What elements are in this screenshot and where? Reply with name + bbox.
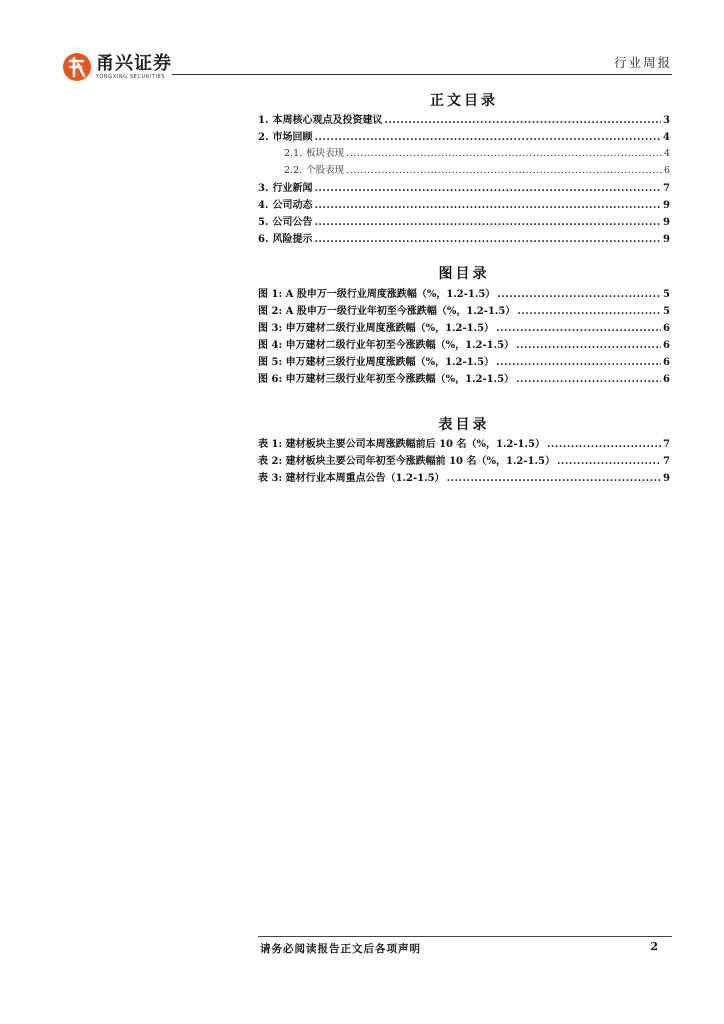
- leader-dots: [557, 456, 661, 467]
- toc-num: 2.1.: [284, 148, 303, 159]
- leader-dots: [497, 289, 661, 300]
- figure-row[interactable]: [258, 319, 670, 336]
- toc-page: 4: [663, 148, 670, 159]
- leader-dots: [314, 217, 661, 228]
- table-label: 表 2: 建材板块主要公司年初至今涨跌幅前 10 名（%，1.2-1.5）: [258, 456, 555, 467]
- toc-num: 1.: [258, 115, 269, 126]
- toc-page: 9: [663, 217, 670, 228]
- toc-row[interactable]: [258, 162, 670, 179]
- table-row[interactable]: [258, 469, 670, 486]
- figure-page: 5: [663, 306, 670, 317]
- leader-dots: [314, 234, 661, 245]
- toc-page: 7: [663, 183, 670, 194]
- toc-page: 4: [663, 132, 670, 143]
- toc-label: 个股表现: [306, 165, 345, 176]
- toc-row[interactable]: [258, 213, 670, 230]
- table-row[interactable]: [258, 435, 670, 452]
- figure-row[interactable]: [258, 302, 670, 319]
- figure-label: 图 4: 申万建材二级行业年初至今涨跌幅（%，1.2-1.5）: [258, 340, 515, 351]
- table-label: 表 3: 建材行业本周重点公告（1.2-1.5）: [258, 473, 445, 484]
- toc-num: 5.: [258, 217, 269, 228]
- table-page: 9: [663, 473, 670, 484]
- leader-dots: [516, 374, 661, 385]
- figure-page: 6: [663, 374, 670, 385]
- toc-label: 本周核心观点及投资建议: [272, 115, 383, 126]
- toc-num: 2.: [258, 132, 269, 143]
- leader-dots: [384, 115, 661, 126]
- footer-disclaimer: 请务必阅读报告正文后各项声明: [260, 943, 421, 955]
- logo-text-cn: 甬兴证券: [96, 53, 172, 74]
- leader-dots: [346, 165, 662, 176]
- figure-row[interactable]: [258, 285, 670, 302]
- logo-text-en: YONGXING SECURITIES: [96, 74, 166, 80]
- table-label: 表 1: 建材板块主要公司本周涨跌幅前后 10 名（%，1.2-1.5）: [258, 439, 545, 450]
- leader-dots: [447, 473, 661, 484]
- figure-row[interactable]: [258, 336, 670, 353]
- toc-page: 9: [663, 234, 670, 245]
- tables-title: 表目录: [438, 417, 490, 433]
- toc-page: 6: [663, 165, 670, 176]
- page-number: 2: [650, 940, 658, 953]
- company-logo: [62, 51, 172, 83]
- figure-row[interactable]: [258, 353, 670, 370]
- figures-list: [258, 285, 670, 387]
- figure-label: 图 2: A 股申万一级行业年初至今涨跌幅（%，1.2-1.5）: [258, 306, 516, 317]
- figure-page: 6: [663, 340, 670, 351]
- leader-dots: [496, 357, 661, 368]
- toc-label: 板块表现: [306, 148, 345, 159]
- toc-num: 6.: [258, 234, 269, 245]
- table-row[interactable]: [258, 452, 670, 469]
- toc-label: 风险提示: [272, 234, 313, 245]
- figure-label: 图 1: A 股申万一级行业周度涨跌幅（%，1.2-1.5）: [258, 289, 496, 300]
- toc-label: 市场回顾: [272, 132, 313, 143]
- toc-num: 3.: [258, 183, 269, 194]
- logo-mark-icon: [62, 52, 92, 82]
- report-type: 行业周报: [613, 55, 672, 70]
- tables-list: [258, 435, 670, 486]
- footer-divider: [258, 936, 672, 937]
- toc-num: 2.2.: [284, 165, 303, 176]
- contents-list: [258, 111, 670, 247]
- toc-row[interactable]: [258, 230, 670, 247]
- toc-label: 行业新闻: [272, 183, 313, 194]
- toc-num: 4.: [258, 200, 269, 211]
- leader-dots: [314, 200, 661, 211]
- leader-dots: [314, 183, 661, 194]
- toc-row[interactable]: [258, 179, 670, 196]
- leader-dots: [346, 148, 662, 159]
- figure-label: 图 5: 申万建材三级行业周度涨跌幅（%，1.2-1.5）: [258, 357, 495, 368]
- toc-row[interactable]: [258, 145, 670, 162]
- table-page: 7: [663, 439, 670, 450]
- leader-dots: [314, 132, 661, 143]
- figure-page: 6: [663, 323, 670, 334]
- leader-dots: [517, 306, 661, 317]
- figure-page: 6: [663, 357, 670, 368]
- figure-row[interactable]: [258, 370, 670, 387]
- figure-page: 5: [663, 289, 670, 300]
- toc-row[interactable]: [258, 128, 670, 145]
- figure-label: 图 6: 申万建材三级行业年初至今涨跌幅（%，1.2-1.5）: [258, 374, 515, 385]
- figure-label: 图 3: 申万建材二级行业周度涨跌幅（%，1.2-1.5）: [258, 323, 495, 334]
- table-page: 7: [663, 456, 670, 467]
- header-divider: [172, 74, 672, 75]
- contents-title: 正文目录: [430, 93, 498, 109]
- toc-page: 9: [663, 200, 670, 211]
- toc-row[interactable]: [258, 111, 670, 128]
- toc-row[interactable]: [258, 196, 670, 213]
- toc-label: 公司公告: [272, 217, 313, 228]
- leader-dots: [516, 340, 661, 351]
- toc-label: 公司动态: [272, 200, 313, 211]
- leader-dots: [547, 439, 661, 450]
- figures-title: 图目录: [438, 266, 490, 282]
- leader-dots: [496, 323, 661, 334]
- toc-page: 3: [663, 115, 670, 126]
